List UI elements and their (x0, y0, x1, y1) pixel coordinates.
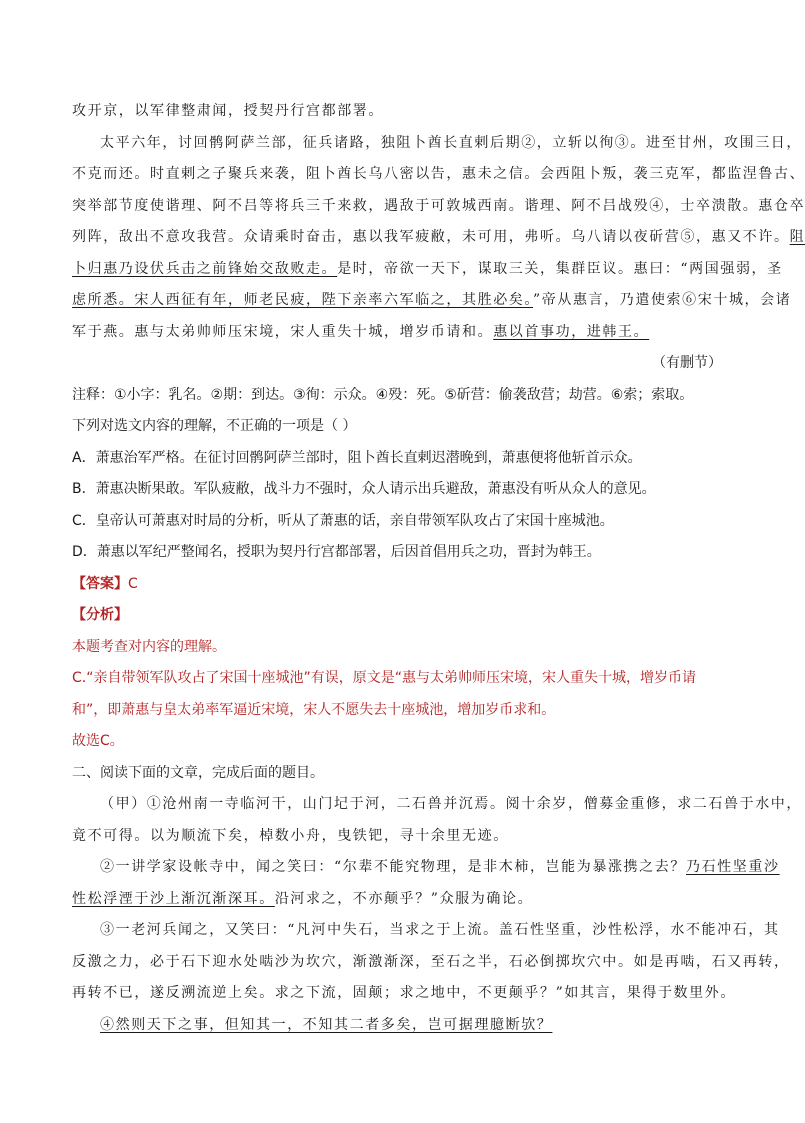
passage-line: 太平六年，讨回鹘阿萨兰部，征兵诸路，独阻卜酋长直剌后期②，立斩以徇③。进至甘州，攻围三日， (100, 134, 802, 151)
passage-text: 军于燕。惠与太弟帅师压宋境，宋人重失十城，增岁币请和。 (72, 323, 494, 340)
underlined-sentence: ④然则天下之事，但知其一，不知其二者多矣，岂可据理臆断欤？ (100, 1016, 553, 1033)
passage-line: 反激之力，必于石下迎水处啮沙为坎穴，渐激渐深，至石之半，石必倒掷坎穴中。如是再啮，石又再转， (72, 953, 790, 970)
passage-line: ③一老河兵闻之，又笑曰：“凡河中失石，当求之于上流。盖石性坚重，沙性松浮，水不能冲石，其 (100, 922, 780, 938)
option-c: C．皇帝认可萧惠对时局的分析，听从了萧惠的话，亲自带领军队攻占了宋国十座城池。 (72, 512, 614, 529)
passage-text: 列阵，敌出不意攻我营。众请乘时奋击，惠以我军疲敝，未可用，弗听。乌八请以夜斫营⑤，惠又不许。 (72, 229, 790, 245)
passage-line (72, 254, 783, 286)
underlined-sentence: 阻 (789, 229, 805, 245)
passage-line (72, 884, 722, 916)
underlined-sentence: 卜归惠乃设伏兵击之前锋始交敌败走。 (72, 260, 338, 277)
answer-value: C (128, 575, 138, 592)
passage-text: ②一讲学家设帐寺中，闻之笑曰：“尔辈不能究物理，是非木柿，岂能为暴涨携之去？ (100, 859, 686, 875)
underlined-sentence: 惠以首事功，进韩王。 (493, 323, 650, 340)
answer-line (72, 569, 722, 601)
option-a: A．萧惠治军严格。在征讨回鹘阿萨兰部时，阻卜酋长直剌迟潜晚到，萧惠便将他斩首示众。 (72, 449, 642, 466)
underlined-sentence: 性松浮湮于沙上渐沉渐深耳。 (72, 890, 275, 907)
option-d: D．萧惠以军纪严整闻名，授职为契丹行宫都部署，后因首倡用兵之功，晋封为韩王。 (72, 544, 601, 560)
passage-text: 是时，帝欲一天下，谋取三关，集群臣议。惠曰：“两国强弱，圣 (337, 260, 783, 277)
analysis-label: 【分析】 (72, 607, 128, 623)
document-content (72, 96, 805, 1041)
abridged-note: （有删节） (652, 355, 722, 371)
analysis-text: C.“亲自带领军队攻占了宋国十座城池”有误，原文是“惠与太弟帅师压宋境，宋人重失十城，增岁币请 (72, 670, 696, 686)
analysis-intro: 本题考查对内容的理解。 (72, 638, 226, 655)
passage-line (72, 285, 792, 317)
passage-line: 再转不已，遂反溯流逆上矣。求之下流，固颠；求之地中，不更颠乎？”如其言，果得于数里外。 (72, 985, 736, 1001)
passage-line: 竟不可得。以为顺流下矣，棹数小舟，曳铁钯，寻十余里无迹。 (72, 827, 509, 844)
passage-line: 不克而还。时直剌之子聚兵来袭，阻卜酋长乌八密以告，惠未之信。会西阻卜叛，袭三克军，都监涅鲁古、 (72, 166, 805, 182)
underlined-sentence: 乃石性坚重沙 (685, 859, 780, 875)
passage-line: 突举部节度使谐理、阿不吕等将兵三千来救，遇敌于可敦城西南。谐理、阿不吕战殁④，士卒溃散。惠仓卒 (72, 197, 805, 214)
answer-conclusion: 故选C。 (72, 733, 124, 749)
passage-line: （甲）①沧州南一寺临河干，山门圮于河，二石兽并沉焉。阅十余岁，僧募金重修，求二石兽于水中， (100, 796, 802, 812)
passage-line: 攻开京，以军律整肃闻，授契丹行宫都部署。 (72, 103, 384, 119)
answer-label: 【答案】 (72, 575, 128, 592)
passage-line (72, 317, 722, 349)
passage-line (72, 852, 780, 884)
passage-text: 沿河求之，不亦颠乎？”众服为确论。 (274, 890, 534, 907)
footnotes: 注释：①小字：乳名。②期：到达。③徇：示众。④殁：死。⑤斫营：偷袭敌营；劫营。⑥索；索取。 (72, 386, 694, 403)
analysis-text: 和”，即萧惠与皇太弟率军逼近宋境，宋人不愿失去十座城池，增加岁币求和。 (72, 701, 556, 718)
option-b: B．萧惠决断果敢。军队疲敝，战斗力不强时，众人请示出兵避敌，萧惠没有听从众人的意见。 (72, 481, 656, 497)
passage-text: ”帝从惠言，乃遣使索⑥宋十城，会诸 (533, 292, 792, 308)
passage-line (72, 1010, 722, 1042)
underlined-sentence: 虑所悉。宋人西征有年，师老民疲，陛下亲率六军临之，其胜必矣。 (72, 292, 533, 308)
section-heading: 二、阅读下面的文章，完成后面的题目。 (72, 764, 324, 781)
passage-line (72, 222, 805, 254)
question-stem: 下列对选文内容的理解，不正确的一项是（ ） (72, 418, 357, 434)
